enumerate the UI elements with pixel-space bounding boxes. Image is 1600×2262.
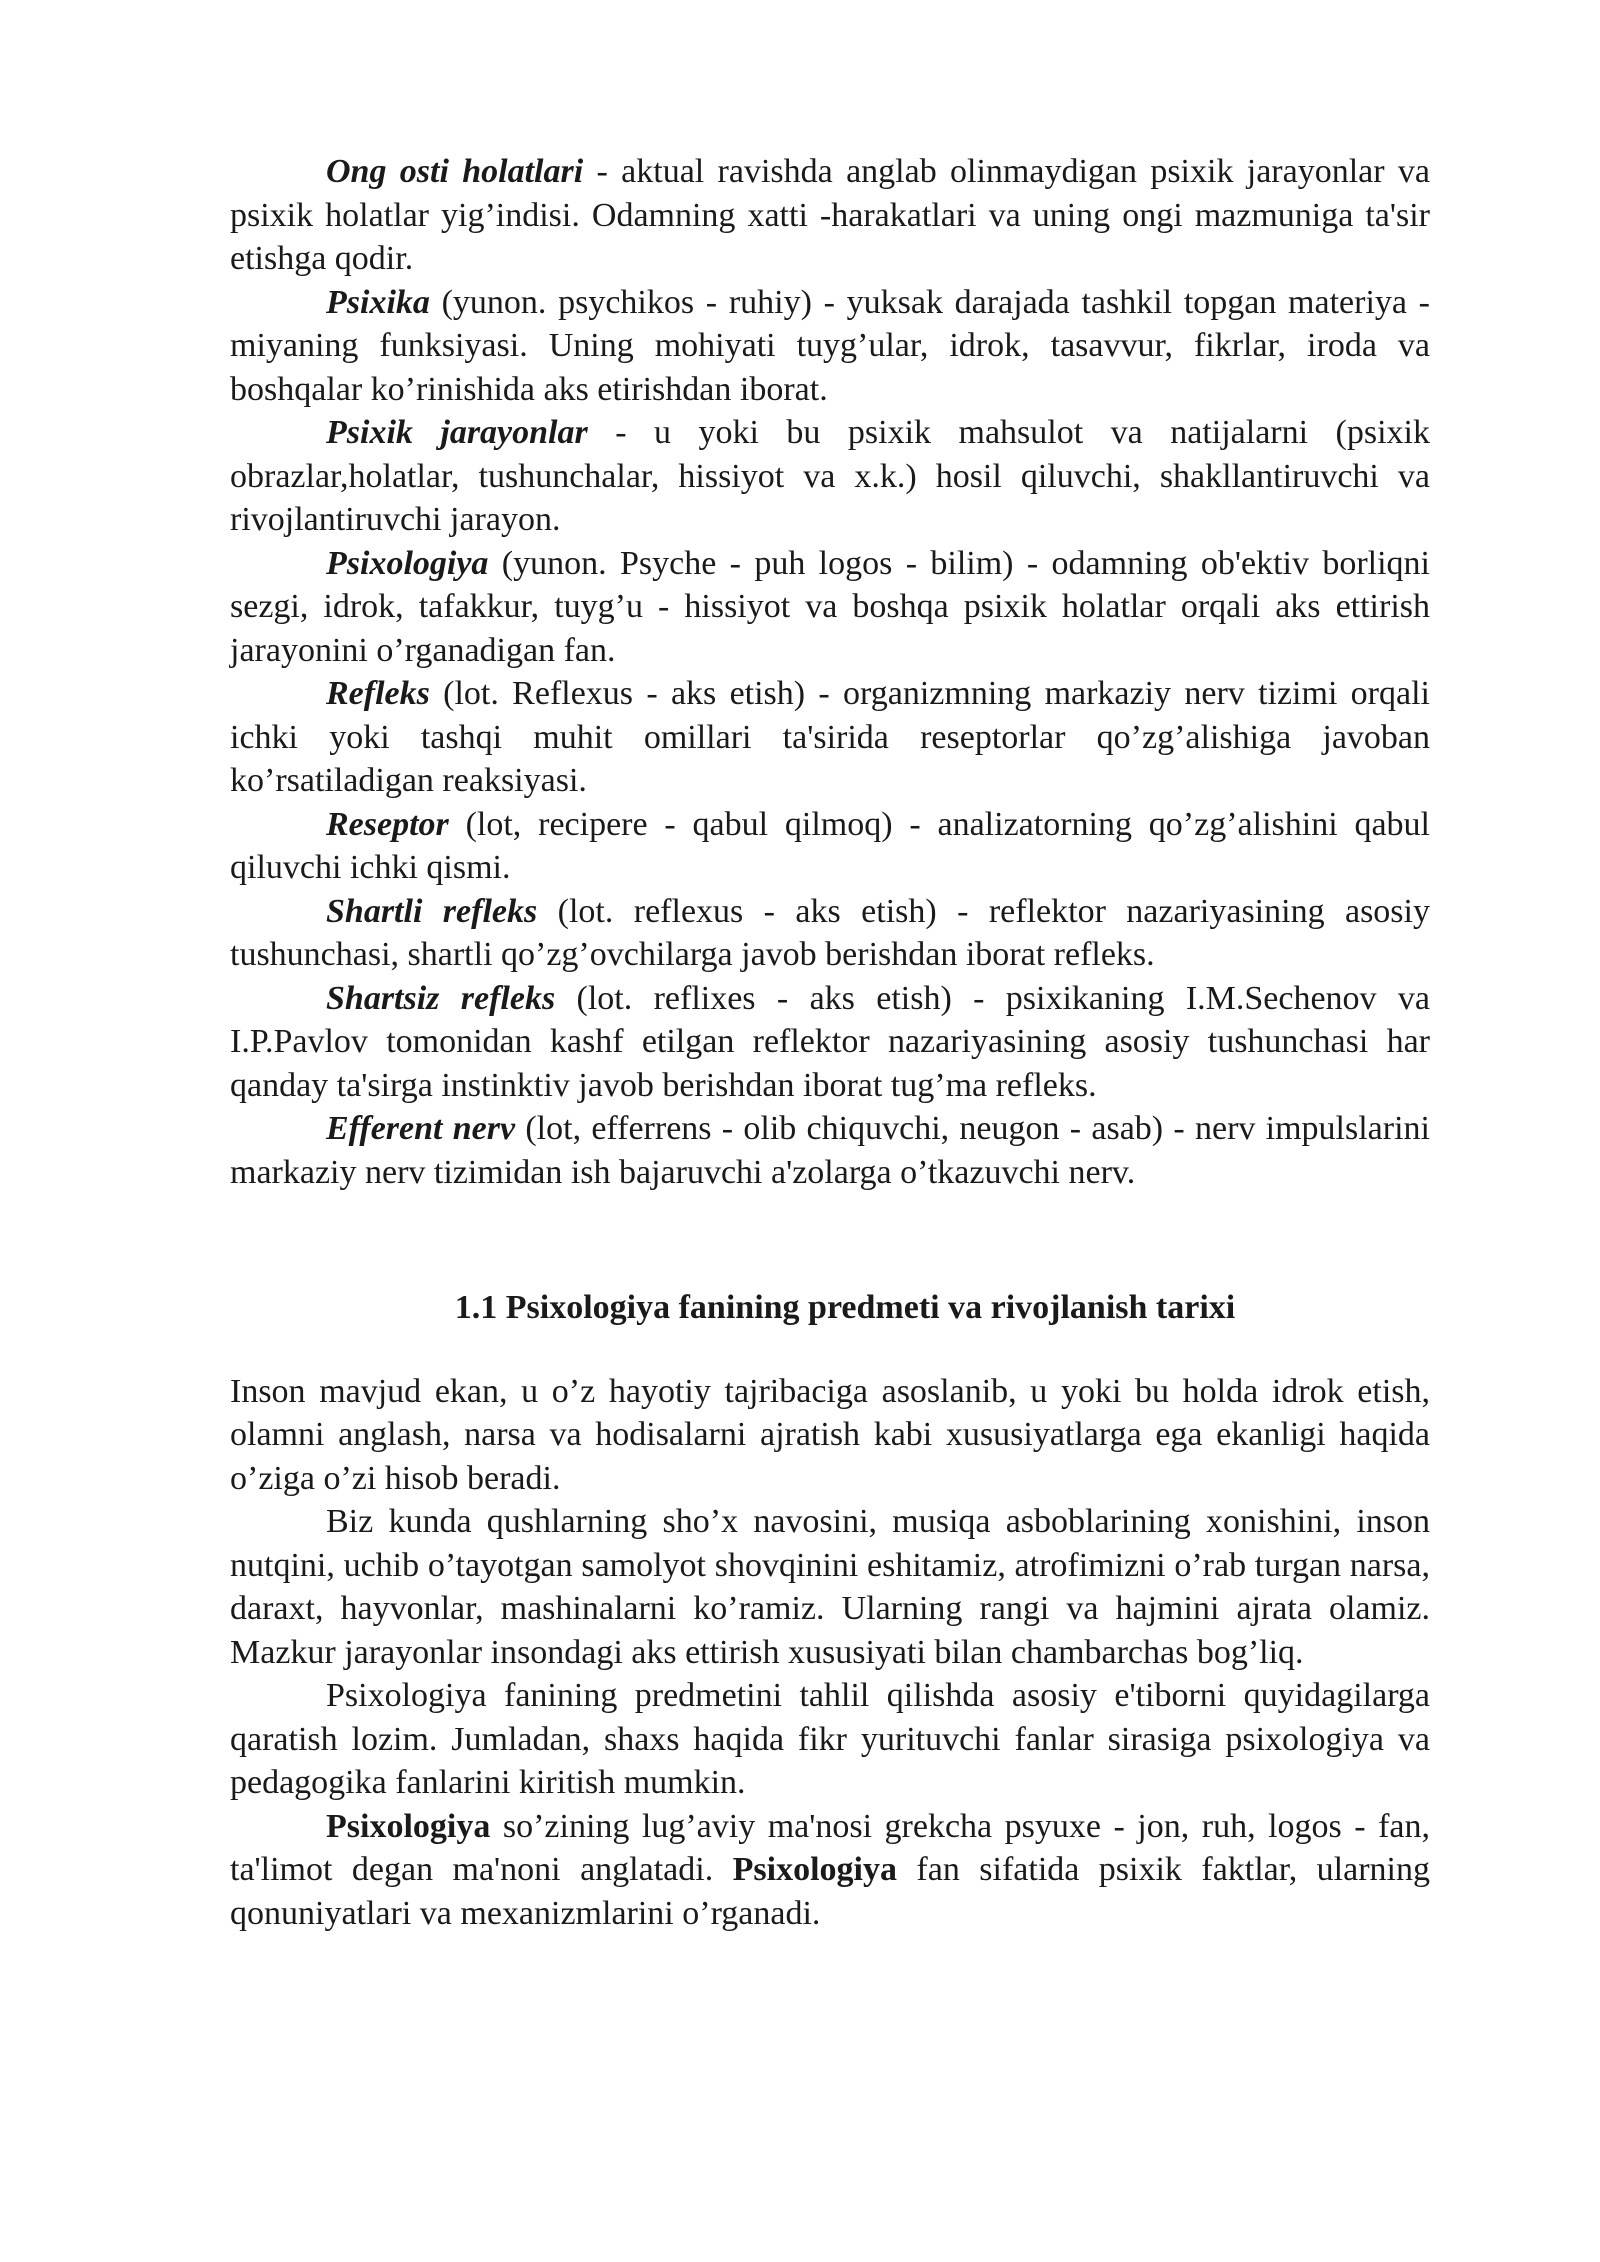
document-page [230, 150, 1430, 1935]
glossary-definition: (lot. reflixes - aks etish) - psixikaning I.M.Sechenov va I.P.Pavlov tomonidan kashf etilgan reflektor nazariyasining asosiy tushunchasi har qanday ta'sirga instinktiv javob berishdan iborat tug’ma refleks. [230, 979, 1430, 1104]
glossary-entry-psixika [230, 281, 1430, 412]
glossary-term: Ong osti holatlari [326, 153, 584, 190]
bold-term: Psixologiya [326, 1807, 491, 1845]
section-title: 1.1 Psixologiya fanining predmeti va rivojlanish tarixi [454, 1289, 1236, 1326]
glossary-term: Shartsiz refleks [326, 979, 556, 1017]
glossary-entry-psixologiya [230, 542, 1430, 673]
body-paragraph: Biz kunda qushlarning sho’x navosini, musiqa asboblarining xonishini, inson nutqini, uchib o’tayotgan samolyot shovqinini eshitamiz, atrofimizni o’rab turgan narsa, daraxt, hayvonlar, mashinalarni ko’ramiz. Ularning rangi va hajmini ajrata olamiz. Mazkur jarayonlar insondagi aks ettirish xususiyati bilan chambarchas bog’liq. [230, 1503, 1430, 1671]
glossary-definition: - u yoki bu psixik mahsulot va natijalarni (psixik obrazlar,holatlar, tushunchalar, hissiyot va x.k.) hosil qiluvchi, shakllantiruvchi va rivojlantiruvchi jarayon. [230, 414, 1430, 538]
glossary-definition: (lot. reflexus - aks etish) - reflektor nazariyasining asosiy tushunchasi, shartli qo’zg’ovchilarga javob berishdan iborat refleks. [230, 892, 1430, 973]
title-spacer [230, 1330, 1430, 1370]
glossary-term: Shartli refleks [326, 892, 538, 930]
glossary-definition: (yunon. Psyche - puh logos - bilim) - odamning ob'ektiv borliqni sezgi, idrok, tafakkur, tuyg’u - hissiyot va boshqa psixik holatlar orqali aks ettirish jarayonini o’rganadigan fan. [230, 544, 1430, 669]
paragraph-text: so’zining lug’aviy ma'nosi grekcha psyuxe - jon, ruh, logos - fan, ta'limot degan ma'noni anglatadi. [230, 1807, 1430, 1888]
body-paragraph: Psixologiya fanining predmetini tahlil qilishda asosiy e'tiborni quyidagilarga qaratish lozim. Jumladan, shaxs haqida fikr yurituvchi fanlar sirasiga psixologiya va pedagogika fanlarini kiritish mumkin. [230, 1677, 1430, 1801]
glossary-term: Psixika [326, 283, 430, 321]
body-paragraph [230, 1805, 1430, 1936]
glossary-term: Psixologiya [326, 544, 489, 582]
glossary-term: Refleks [326, 675, 430, 712]
glossary-definition: (lot. Reflexus - aks etish) - organizmning markaziy nerv tizimi orqali ichki yoki tashqi muhit omillari ta'sirida reseptorlar qo’zg’alishiga javoban ko’rsatiladigan reaksiyasi. [230, 675, 1430, 799]
glossary-definition: (lot, recipere - qabul qilmoq) - analizatorning qo’zg’alishini qabul qiluvchi ichki qismi. [230, 805, 1430, 886]
glossary-entry-ong-osti-holatlari [230, 150, 1430, 281]
bold-term: Psixologiya [732, 1851, 897, 1888]
section-spacer [230, 1194, 1430, 1286]
glossary-definition: (lot, efferrens - olib chiquvchi, neugon - asab) - nerv impulslarini markaziy nerv tizimidan ish bajaruvchi a'zolarga o’tkazuvchi nerv. [230, 1110, 1430, 1191]
glossary-entry-shartsiz-refleks [230, 977, 1430, 1108]
body-paragraph: Inson mavjud ekan, u o’z hayotiy tajribaciga asoslanib, u yoki bu holda idrok etish, olamni anglash, narsa va hodisalarni ajratish kabi xususiyatlarga ega ekanligi haqida o’ziga o’zi hisob beradi. [230, 1372, 1430, 1497]
glossary-entry-shartli-refleks [230, 890, 1430, 977]
glossary-term: Efferent nerv [326, 1110, 516, 1147]
glossary-term: Psixik jarayonlar [326, 414, 588, 451]
glossary-term: Reseptor [326, 805, 449, 843]
glossary-definition: - aktual ravishda anglab olinmaydigan psixik jarayonlar va psixik holatlar yig’indisi. Odamning xatti -harakatlari va uning ongi mazmuniga ta'sir etishga qodir. [230, 153, 1430, 277]
glossary-entry-efferent-nerv [230, 1107, 1430, 1194]
paragraph-text: fan sifatida psixik faktlar, ularning qonuniyatlari va mexanizmlarini o’rganadi. [230, 1851, 1430, 1932]
glossary-entry-reseptor [230, 803, 1430, 890]
glossary-definition: (yunon. psychikos - ruhiy) - yuksak darajada tashkil topgan materiya - miyaning funksiyasi. Uning mohiyati tuyg’ular, idrok, tasavvur, fikrlar, iroda va boshqalar ko’rinishida aks etirishdan iborat. [230, 283, 1430, 408]
glossary-entry-refleks [230, 672, 1430, 803]
glossary-entry-psixik-jarayonlar [230, 411, 1430, 542]
